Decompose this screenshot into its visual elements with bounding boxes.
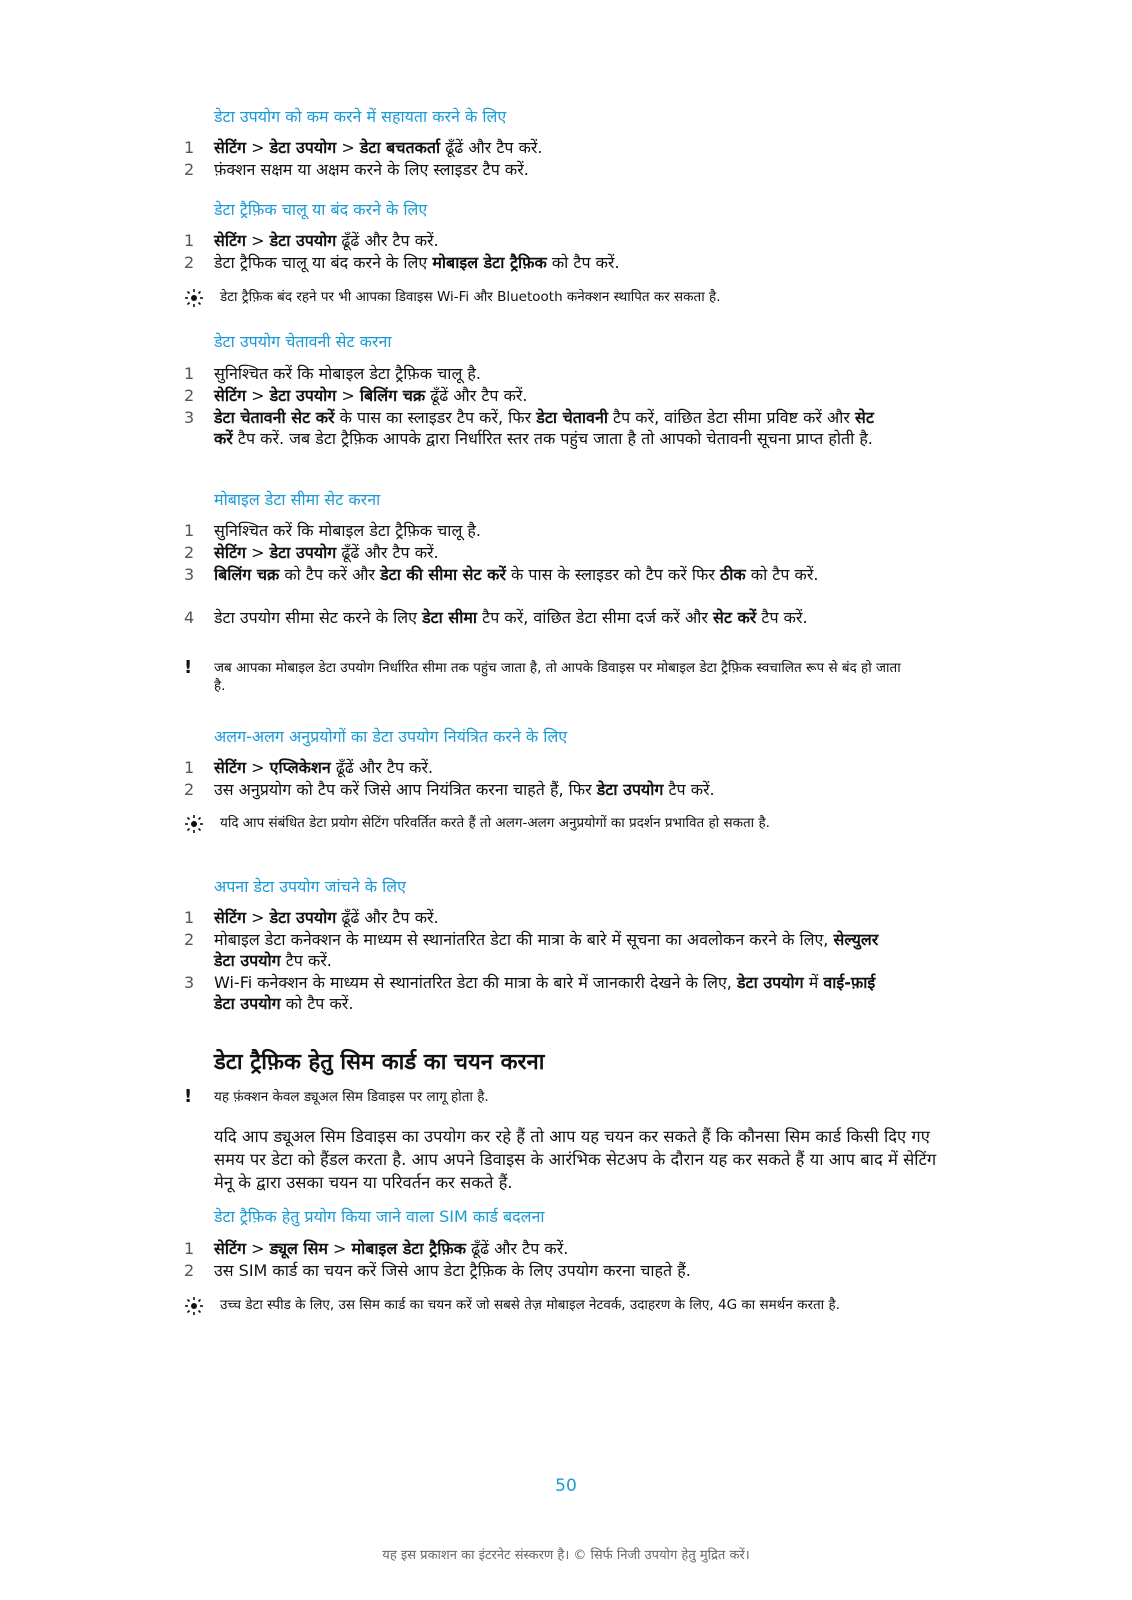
ui-term: मोबाइल डेटा ट्रैफ़िक xyxy=(432,253,547,272)
step-number: 3 xyxy=(184,565,195,584)
ui-term: सेटिंग xyxy=(214,758,247,777)
ui-term: डेटा चेतावनी सेट करें xyxy=(214,408,335,427)
warning-text: जब आपका मोबाइल डेटा उपयोग निर्धारित सीमा तक पहुंच जाता है, तो आपके डिवाइस पर मोबाइल डेटा ट्रैफ़िक स्वचालित रूप से बंद हो जाता है. xyxy=(214,660,901,694)
step-text xyxy=(214,407,884,449)
step-run: > xyxy=(336,138,360,157)
step-run: > xyxy=(246,231,270,250)
ui-term: बिलिंग चक्र xyxy=(359,386,426,405)
step-run: ढूँढें और टैप करें. xyxy=(425,386,528,405)
step-run: ढूँढें और टैप करें. xyxy=(465,1239,569,1258)
step-run: > xyxy=(246,138,270,157)
ui-term: मोबाइल डेटा ट्रैफ़िक xyxy=(351,1239,466,1258)
step-run: सुनिश्चित करें कि मोबाइल डेटा ट्रैफ़िक चालू है. xyxy=(214,521,481,540)
step-number: 2 xyxy=(184,930,195,949)
step-run: > xyxy=(246,386,270,405)
footer-text: यह इस प्रकाशन का इंटरनेट संस्करण है। © सिर्फ निजी उपयोग हेतु मुद्रित करें। xyxy=(382,1548,750,1563)
step-number: 3 xyxy=(184,408,195,427)
step-text xyxy=(214,252,884,273)
step-run: ढूँढें और टैप करें. xyxy=(336,543,439,562)
ui-term: डेटा की सीमा सेट करें xyxy=(380,565,506,584)
step-run: टैप करें. xyxy=(756,608,808,627)
step-text xyxy=(214,607,884,628)
lightbulb-icon xyxy=(184,814,204,834)
step-run: ढूँढें और टैप करें. xyxy=(440,138,543,157)
step-text xyxy=(214,363,884,384)
step-run: ढूँढें और टैप करें. xyxy=(330,758,434,777)
tip-text: यदि आप संबंधित डेटा प्रयोग सेटिंग परिवर्तित करते हैं तो अलग-अलग अनुप्रयोगों का प्रदर्शन प्रभावित हो सकता है. xyxy=(220,815,770,831)
ui-term: सेटिंग xyxy=(214,908,247,927)
step-run: उस SIM कार्ड का चयन करें जिसे आप डेटा ट्रैफ़िक के लिए उपयोग करना चाहते हैं. xyxy=(214,1261,691,1280)
ui-term: डेटा उपयोग xyxy=(269,543,337,562)
step-run: डेटा ट्रैफिक चालू या बंद करने के लिए xyxy=(214,253,433,272)
ui-term: ठीक xyxy=(719,565,746,584)
step-text xyxy=(214,757,884,778)
ui-term: सेट करें xyxy=(214,408,874,448)
section-title: अपना डेटा उपयोग जांचने के लिए xyxy=(214,877,407,896)
ui-term: डेटा उपयोग xyxy=(269,908,337,927)
section-title: मोबाइल डेटा सीमा सेट करना xyxy=(214,490,381,509)
step-text xyxy=(214,159,884,180)
step-run: को टैप करें. xyxy=(745,565,819,584)
section-title: डेटा ट्रैफ़िक हेतु प्रयोग किया जाने वाला SIM कार्ड बदलना xyxy=(214,1207,545,1226)
step-run: > xyxy=(246,543,270,562)
lightbulb-icon xyxy=(184,1296,204,1316)
body-paragraph: यदि आप ड्यूअल सिम डिवाइस का उपयोग कर रहे हैं तो आप यह चयन कर सकते हैं कि कौनसा सिम कार्ड किसी दिए गए समय पर डेटा को हैंडल करता है. आप अपने डिवाइस के आरंभिक सेटअप के दौरान यह कर सकते हैं या आप बाद में सेटिंग मेनू के द्वारा उसका चयन या परिवर्तन कर सकते हैं. xyxy=(214,1127,937,1192)
step-text xyxy=(214,520,884,541)
step-number: 2 xyxy=(184,543,195,562)
step-text xyxy=(214,907,884,928)
step-number: 1 xyxy=(184,138,195,157)
step-run: टैप करें. जब डेटा ट्रैफ़िक आपके द्वारा निर्धारित स्तर तक पहुंच जाता है तो आपको चेतावनी सूचना प्राप्त होती है. xyxy=(232,429,873,448)
step-number: 1 xyxy=(184,1239,195,1258)
ui-term: डेटा उपयोग xyxy=(596,780,664,799)
step-number: 1 xyxy=(184,364,195,383)
warning-text: यह फ़ंक्शन केवल ड्यूअल सिम डिवाइस पर लागू होता है. xyxy=(214,1089,489,1105)
tip-text: डेटा ट्रैफ़िक बंद रहने पर भी आपका डिवाइस Wi-Fi और Bluetooth कनेक्शन स्थापित कर सकता है. xyxy=(220,289,721,305)
ui-term: डेटा उपयोग xyxy=(269,231,337,250)
step-run: > xyxy=(327,1239,352,1258)
step-text xyxy=(214,972,884,1014)
ui-term: सेटिंग xyxy=(214,1239,247,1258)
ui-term: सेटिंग xyxy=(214,386,247,405)
step-run: में xyxy=(803,973,824,992)
step-run: टैप करें, वांछित डेटा सीमा दर्ज करें और xyxy=(477,608,713,627)
step-text xyxy=(214,230,884,251)
step-number: 1 xyxy=(184,521,195,540)
step-run: > xyxy=(246,758,270,777)
lightbulb-icon xyxy=(184,288,204,308)
step-text xyxy=(214,779,884,800)
tip-text: उच्च डेटा स्पीड के लिए, उस सिम कार्ड का चयन करें जो सबसे तेज़ मोबाइल नेटवर्क, उदाहरण के लिए, 4G का समर्थन करता है. xyxy=(220,1297,840,1313)
step-run: टैप करें, वांछित डेटा सीमा प्रविष्ट करें और xyxy=(607,408,856,427)
step-number: 1 xyxy=(184,758,195,777)
step-run: डेटा उपयोग सीमा सेट करने के लिए xyxy=(214,608,423,627)
step-run: के पास के स्लाइडर को टैप करें फिर xyxy=(505,565,720,584)
step-run: टैप करें. xyxy=(663,780,715,799)
ui-term: वाई-फ़ाई डेटा उपयोग xyxy=(214,973,876,1013)
step-run: सुनिश्चित करें कि मोबाइल डेटा ट्रैफ़िक चालू है. xyxy=(214,364,481,383)
ui-term: डेटा चेतावनी xyxy=(536,408,608,427)
step-run: मोबाइल डेटा कनेक्शन के माध्यम से स्थानांतरित डेटा की मात्रा के बारे में सूचना का अवलोकन करने के लिए, xyxy=(214,930,834,949)
step-run: Wi-Fi कनेक्शन के माध्यम से स्थानांतरित डेटा की मात्रा के बारे में जानकारी देखने के लिए, xyxy=(214,973,737,992)
step-text xyxy=(214,542,884,563)
ui-term: डेटा सीमा xyxy=(422,608,478,627)
step-run: को टैप करें. xyxy=(546,253,620,272)
step-run: > xyxy=(246,908,270,927)
step-run: ढूँढें और टैप करें. xyxy=(336,908,439,927)
step-number: 2 xyxy=(184,253,195,272)
step-run: को टैप करें और xyxy=(279,565,381,584)
ui-term: सेल्युलर डेटा उपयोग xyxy=(214,930,879,970)
ui-term: सेटिंग xyxy=(214,231,247,250)
step-text xyxy=(214,1238,884,1259)
step-run: के पास का स्लाइडर टैप करें, फिर xyxy=(334,408,537,427)
step-run: > xyxy=(336,386,360,405)
step-number: 2 xyxy=(184,780,195,799)
step-text xyxy=(214,929,884,971)
ui-term: सेट करें xyxy=(713,608,757,627)
section-title: डेटा उपयोग को कम करने में सहायता करने के लिए xyxy=(214,107,507,126)
ui-term: डेटा उपयोग xyxy=(736,973,804,992)
ui-term: सेटिंग xyxy=(214,543,247,562)
step-number: 1 xyxy=(184,231,195,250)
exclamation-icon: ! xyxy=(184,657,193,678)
step-text xyxy=(214,564,884,585)
ui-term: डेटा बचतकर्ता xyxy=(359,138,441,157)
step-number: 1 xyxy=(184,908,195,927)
section-title: अलग-अलग अनुप्रयोगों का डेटा उपयोग नियंत्रित करने के लिए xyxy=(214,727,568,746)
ui-term: डेटा उपयोग xyxy=(269,386,337,405)
step-number: 3 xyxy=(184,973,195,992)
step-text xyxy=(214,385,884,406)
section-title: डेटा ट्रैफ़िक चालू या बंद करने के लिए xyxy=(214,200,428,219)
ui-term: डेटा उपयोग xyxy=(269,138,337,157)
step-number: 2 xyxy=(184,1261,195,1280)
ui-term: ड्यूल सिम xyxy=(269,1239,328,1258)
step-number: 4 xyxy=(184,608,195,627)
step-text xyxy=(214,1260,884,1281)
step-number: 2 xyxy=(184,386,195,405)
section-title: डेटा उपयोग चेतावनी सेट करना xyxy=(214,332,392,351)
step-run: फ़ंक्शन सक्षम या अक्षम करने के लिए स्लाइडर टैप करें. xyxy=(214,160,529,179)
section-heading: डेटा ट्रैफ़िक हेतु सिम कार्ड का चयन करना xyxy=(214,1050,545,1075)
step-number: 2 xyxy=(184,160,195,179)
ui-term: एप्लिकेशन xyxy=(269,758,331,777)
step-run: को टैप करें. xyxy=(280,994,354,1013)
page-number: 50 xyxy=(555,1476,577,1496)
ui-term: सेटिंग xyxy=(214,138,247,157)
step-run: > xyxy=(246,1239,270,1258)
step-run: ढूँढें और टैप करें. xyxy=(336,231,439,250)
exclamation-icon: ! xyxy=(184,1086,193,1107)
step-text xyxy=(214,137,884,158)
ui-term: बिलिंग चक्र xyxy=(214,565,280,584)
step-run: टैप करें. xyxy=(280,951,332,970)
step-run: उस अनुप्रयोग को टैप करें जिसे आप नियंत्रित करना चाहते हैं, फिर xyxy=(214,780,597,799)
